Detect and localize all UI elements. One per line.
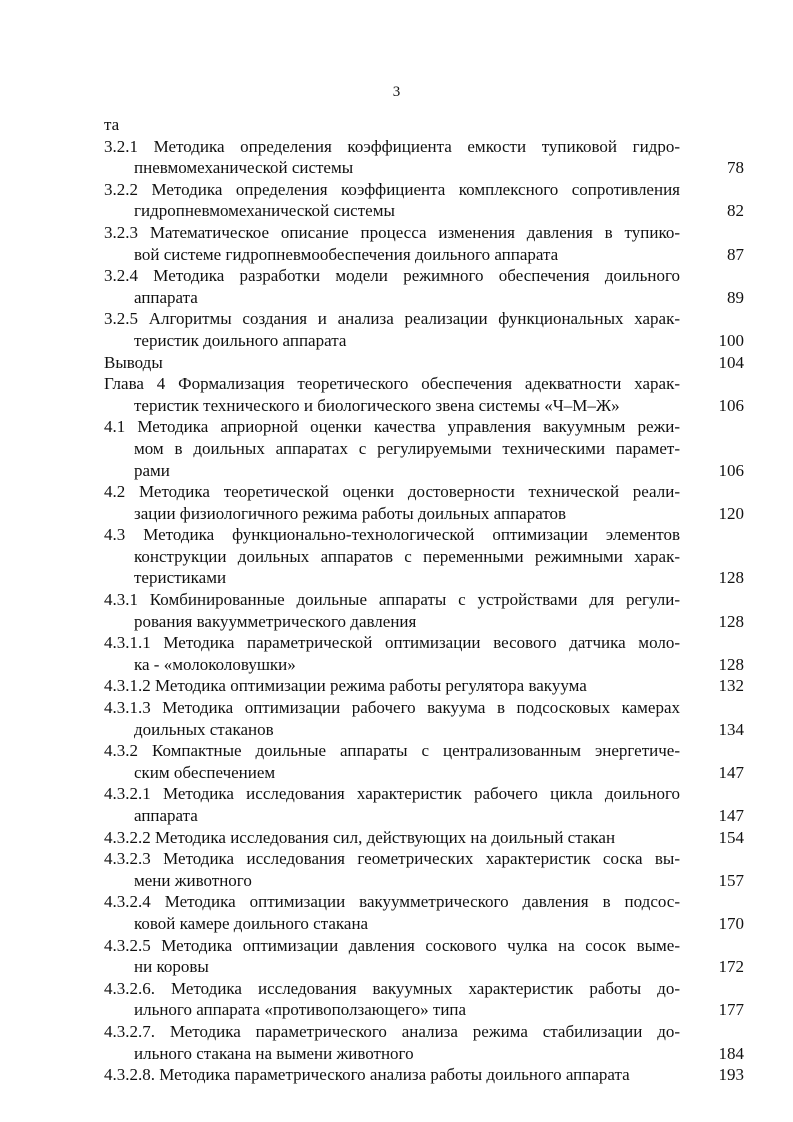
toc-entry-line: Выводы — [104, 352, 163, 372]
toc-entry-title — [104, 416, 700, 481]
toc-entry-line: ским обеспечением — [134, 762, 276, 782]
toc-entry[interactable] — [104, 416, 744, 481]
toc-entry-page: 106 — [718, 395, 744, 415]
toc-entry-line: 4.3.2.7. Методика параметрического анализа режима стабилизации до- — [104, 1021, 680, 1041]
toc-entry-page: 157 — [718, 870, 744, 890]
toc-entry-line: теристик технического и биологического звена системы «Ч–М–Ж» — [134, 395, 620, 415]
toc-entry[interactable] — [104, 891, 744, 934]
toc-entry-line: Глава 4 Формализация теоретического обеспечения адекватности харак- — [104, 374, 680, 394]
toc-entry-title — [104, 675, 700, 697]
toc-entry-page: 106 — [718, 460, 744, 480]
toc-entry-title — [104, 114, 700, 136]
toc-entry-line: 3.2.4 Методика разработки модели режимного обеспечения доильного — [104, 266, 680, 286]
toc-entry-title — [104, 935, 700, 978]
toc-entry-page: 177 — [718, 1000, 744, 1020]
toc-entry-line: 3.2.2 Методика определения коэффициента комплексного сопротивления — [104, 179, 680, 199]
toc-entry-title — [104, 1021, 700, 1064]
toc-entry-line: аппарата — [134, 806, 198, 825]
toc-entry-page: 128 — [718, 568, 744, 588]
toc-entry[interactable] — [104, 373, 744, 416]
toc-entry[interactable] — [104, 978, 744, 1021]
toc-entry-title — [104, 632, 700, 675]
toc-entry-page: 134 — [718, 719, 744, 739]
toc-entry-title — [104, 222, 700, 265]
toc-entry-line: 4.3.2 Компактные доильные аппараты с централизованным энергетиче- — [104, 741, 680, 761]
toc-entry-line: 4.3.2.2 Методика исследования сил, действующих на доильный стакан — [104, 827, 616, 847]
toc-entry-line: 4.3.2.4 Методика оптимизации вакуумметрического давления в подсос- — [104, 892, 680, 912]
toc-entry-page: 154 — [718, 827, 744, 847]
toc-entry-page: 147 — [718, 762, 744, 782]
toc-entry[interactable] — [104, 697, 744, 740]
toc-entry-page: 120 — [718, 503, 744, 523]
toc-entry-title — [104, 891, 700, 934]
toc-entry[interactable] — [104, 827, 744, 849]
toc-entry[interactable] — [104, 222, 744, 265]
toc-entry-page: 104 — [718, 352, 744, 372]
toc-entry[interactable] — [104, 848, 744, 891]
toc-entry-line: вой системе гидропневмообеспечения доильного аппарата — [134, 244, 559, 264]
toc-entry-title — [104, 481, 700, 524]
toc-entry[interactable] — [104, 935, 744, 978]
toc-entry-line: конструкции доильных аппаратов с переменными режимными харак- — [134, 546, 680, 566]
toc-entry-line: 3.2.3 Математическое описание процесса изменения давления в тупико- — [104, 222, 680, 242]
toc-entry-title — [104, 589, 700, 632]
toc-entry-line: теристик доильного аппарата — [134, 330, 347, 350]
toc-entry-page: 184 — [718, 1043, 744, 1063]
toc-entry-title — [104, 827, 700, 849]
toc-entry-page: 172 — [718, 957, 744, 977]
toc-entry-page: 128 — [718, 611, 744, 631]
toc-entry-line: 3.2.1 Методика определения коэффициента емкости тупиковой гидро- — [104, 136, 680, 156]
toc-entry[interactable] — [104, 783, 744, 826]
toc-entry[interactable] — [104, 524, 744, 589]
toc-entry-page: 100 — [718, 330, 744, 350]
toc-entry-line: 4.3.2.6. Методика исследования вакуумных характеристик работы до- — [104, 978, 680, 998]
toc-entry-line: 4.3.2.1 Методика исследования характеристик рабочего цикла доильного — [104, 784, 680, 804]
toc-entry-line: 4.3.1.2 Методика оптимизации режима работы регулятора вакуума — [104, 676, 587, 696]
toc-entry-line: та — [104, 115, 120, 134]
toc-entry-line: рования вакуумметрического давления — [134, 611, 417, 631]
toc-entry-page: 82 — [727, 201, 744, 221]
toc-entry-line: 4.3.1.1 Методика параметрической оптимизации весового датчика моло- — [104, 633, 680, 653]
toc-entry-line: 4.3.2.3 Методика исследования геометрических характеристик соска вы- — [104, 849, 680, 869]
toc-entry-title — [104, 373, 700, 416]
toc-entry-page: 147 — [718, 806, 744, 825]
toc-entry-title — [104, 265, 700, 308]
toc-entry-title — [104, 740, 700, 783]
toc-entry-line: зации физиологичного режима работы доильных аппаратов — [134, 503, 567, 523]
toc-entry-title — [104, 848, 700, 891]
toc-entry[interactable] — [104, 136, 744, 179]
toc-entry[interactable] — [104, 308, 744, 351]
toc-entry-title — [104, 352, 700, 374]
toc-entry-title — [104, 783, 700, 826]
toc-entry-title — [104, 179, 700, 222]
toc-entry-page: 193 — [718, 1065, 744, 1085]
toc-entry[interactable] — [104, 265, 744, 308]
toc-entry[interactable] — [104, 179, 744, 222]
toc-entry-line: гидропневмомеханической системы — [134, 201, 395, 221]
toc-entry-line: 4.2 Методика теоретической оценки достоверности технической реали- — [104, 482, 680, 502]
toc-entry-line: доильных стаканов — [134, 719, 274, 739]
toc-entry-page: 170 — [718, 913, 744, 933]
toc-entry-line: 4.3.2.8. Методика параметрического анализа работы доильного аппарата — [104, 1065, 630, 1085]
toc-entry-title — [104, 136, 700, 179]
toc-entry[interactable] — [104, 589, 744, 632]
toc-entry-page: 78 — [727, 158, 744, 178]
toc-entry-line: мом в доильных аппаратах с регулируемыми техническими парамет- — [134, 438, 680, 458]
toc-entry-page: 128 — [718, 654, 744, 674]
toc-entry-title — [104, 978, 700, 1021]
toc-entry-page: 132 — [718, 676, 744, 696]
toc-entry-line: ильного аппарата «противоползающего» типа — [134, 1000, 467, 1020]
toc-entry-line: 4.3 Методика функционально-технологической оптимизации элементов — [104, 525, 680, 545]
toc-entry-title — [104, 697, 700, 740]
toc-entry[interactable] — [104, 632, 744, 675]
toc-entry-title — [104, 1064, 700, 1086]
toc-entry-line: рами — [134, 460, 170, 480]
toc-entry-line: 4.3.1 Комбинированные доильные аппараты с устройствами для регули- — [104, 590, 680, 610]
toc-entry-title — [104, 308, 700, 351]
page-number: 3 — [392, 84, 401, 100]
toc-entry[interactable] — [104, 114, 744, 136]
toc-entry-title — [104, 524, 700, 589]
toc-entry-line: мени животного — [134, 870, 252, 890]
toc-entry-line: ильного стакана на вымени животного — [134, 1043, 414, 1063]
toc-entry-line: 4.1 Методика априорной оценки качества управления вакуумным режи- — [104, 417, 680, 437]
toc-entry-line: 3.2.5 Алгоритмы создания и анализа реализации функциональных харак- — [104, 309, 680, 329]
toc-entry[interactable] — [104, 1021, 744, 1064]
toc-entry-line: ковой камере доильного стакана — [134, 913, 369, 933]
toc-entry[interactable] — [104, 481, 744, 524]
toc-entry[interactable] — [104, 1064, 744, 1086]
toc-entry-line: теристиками — [134, 568, 227, 588]
toc-entry-line: ни коровы — [134, 957, 209, 977]
toc-entry-line: пневмомеханической системы — [134, 158, 354, 178]
toc-entry-line: 4.3.2.5 Методика оптимизации давления соскового чулка на сосок выме- — [104, 935, 680, 955]
table-of-contents — [104, 114, 744, 1086]
toc-entry-page: 89 — [727, 287, 744, 307]
toc-entry-page: 87 — [727, 244, 744, 264]
toc-entry-line: 4.3.1.3 Методика оптимизации рабочего вакуума в подсосковых камерах — [104, 698, 680, 718]
toc-entry-line: ка - «молоколовушки» — [134, 654, 296, 674]
toc-entry[interactable] — [104, 675, 744, 697]
toc-entry-line: аппарата — [134, 287, 198, 307]
toc-entry[interactable] — [104, 740, 744, 783]
toc-entry[interactable] — [104, 352, 744, 374]
